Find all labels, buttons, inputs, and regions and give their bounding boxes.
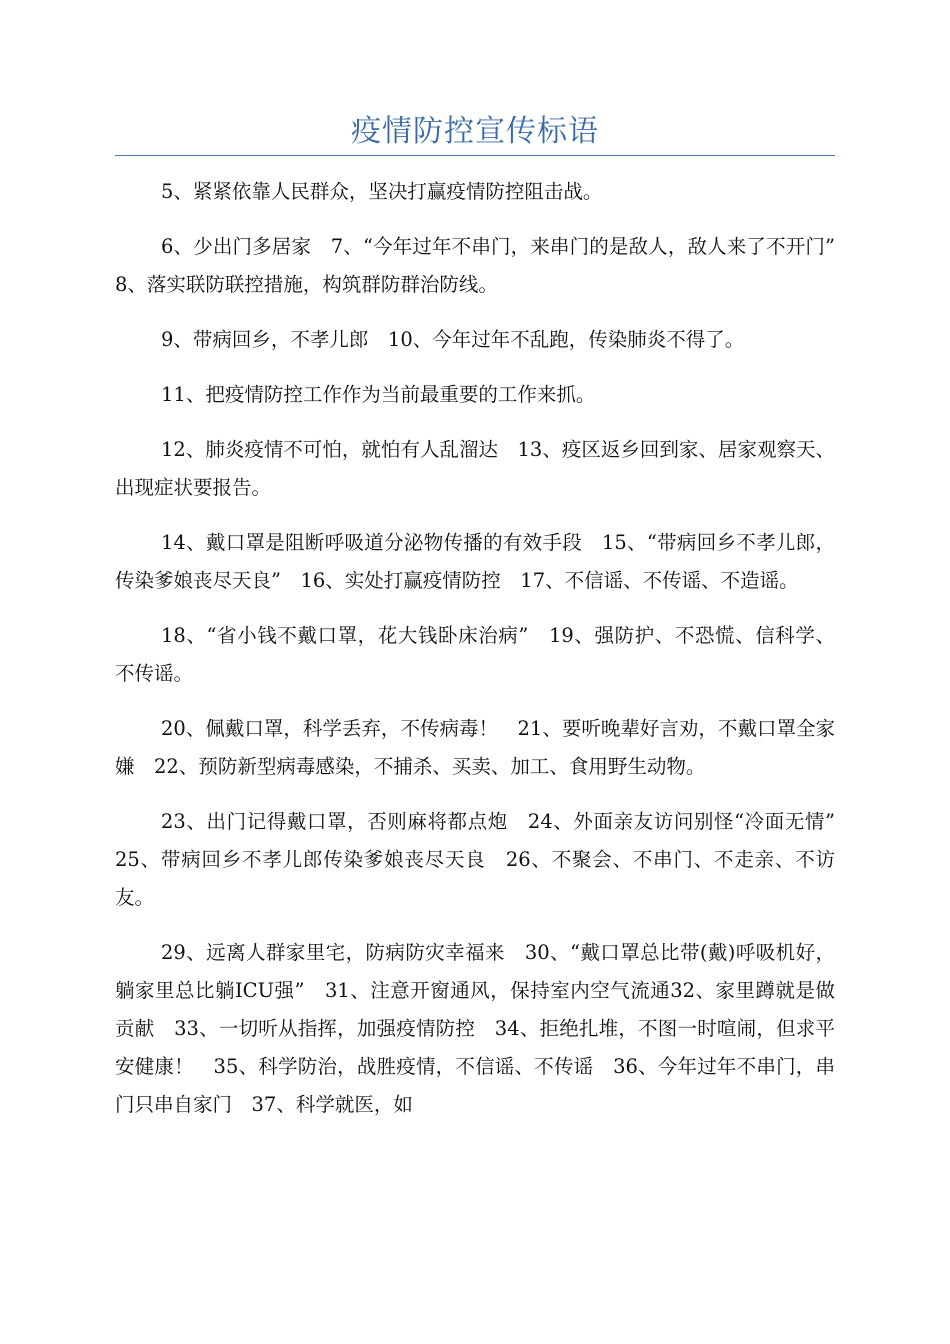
paragraph-9: 23、出门记得戴口罩，否则麻将都点炮 24、外面亲友访问别怪“冷面无情” 25、带病回乡不孝儿郎传染爹娘丧尽天良 26、不聚会、不串门、不走亲、不访友。 [115, 810, 855, 909]
document-body [115, 173, 855, 1141]
paragraph-8: 20、佩戴口罩，科学丢弃，不传病毒！ 21、要听晚辈好言劝，不戴口罩全家嫌 22、预防新型病毒感染，不捕杀、买卖、加工、食用野生动物。 [115, 717, 835, 778]
paragraph-4: 11、把疫情防控工作作为当前最重要的工作来抓。 [161, 383, 596, 406]
paragraph-6: 14、戴口罩是阻断呼吸道分泌物传播的有效手段 15、“带病回乡不孝儿郎，传染爹娘丧尽天良” 16、实处打赢疫情防控 17、不信谣、不传谣、不造谣。 [115, 531, 835, 592]
paragraph-1: 5、紧紧依靠人民群众，坚决打赢疫情防控阻击战。 [161, 180, 603, 203]
paragraph-7: 18、“省小钱不戴口罩，花大钱卧床治病” 19、强防护、不恐慌、信科学、不传谣。 [115, 624, 835, 685]
paragraph-3: 9、带病回乡，不孝儿郎 10、今年过年不乱跑，传染肺炎不得了。 [161, 328, 745, 351]
paragraph-5: 12、肺炎疫情不可怕，就怕有人乱溜达 13、疫区返乡回到家、居家观察天、出现症状要报告。 [115, 438, 835, 499]
paragraph-10: 29、远离人群家里宅，防病防灾幸福来 30、“戴口罩总比带(戴)呼吸机好，躺家里总比躺ICU强” 31、注意开窗通风，保持室内空气流通32、家里蹲就是做贡献 33、一切听从指挥，加强疫情防控 34、拒绝扎堆，不图一时喧闹，但求平安健康！ 35、科学防治，战胜疫情，不信谣、不传谣 36、今年过年不串门，串门只串自家门 37、科学就医，如 [115, 941, 835, 1116]
title-underline [115, 155, 835, 156]
page-title: 疫情防控宣传标语 [351, 114, 599, 149]
paragraph-2: 6、少出门多居家 7、“今年过年不串门，来串门的是敌人，敌人来了不开门” 8、落实联防联控措施，构筑群防群治防线。 [115, 235, 855, 296]
